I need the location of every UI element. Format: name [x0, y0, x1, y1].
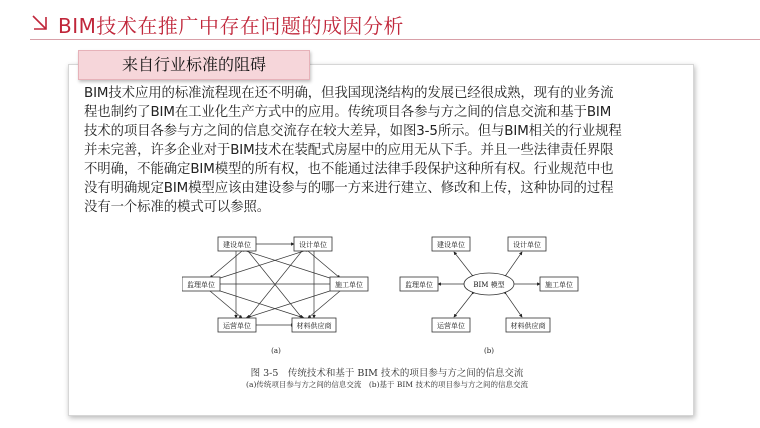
diagram-a-node	[218, 237, 256, 251]
node-label: 材料供应商	[296, 322, 332, 330]
section-title: 来自行业标准的阻碍	[78, 50, 310, 80]
diagram-a	[210, 244, 340, 325]
diagram-b-node	[400, 277, 438, 291]
node-label: 设计单位	[513, 241, 541, 249]
diagram-b-node	[432, 237, 470, 251]
node-label: 监理单位	[405, 281, 433, 289]
slide-header	[0, 0, 760, 44]
header-divider	[30, 39, 760, 40]
body-line: 并未完善，许多企业对于BIM技术在装配式房屋中的应用无从下手。并且一些法律责任界限	[84, 143, 614, 158]
diagram-b-node	[540, 277, 578, 291]
diagram-a-node	[330, 277, 368, 291]
node-label: 运营单位	[437, 322, 465, 330]
diagram-a-node	[182, 277, 220, 291]
diagram-a-node	[218, 318, 256, 332]
body-line: 技术的项目各参与方之间的信息交流存在较大差异，如图3-5所示。但与BIM相关的行业规程	[84, 124, 622, 139]
body-line: 不明确，不能确定BIM模型的所有权，也不能通过法律手段保护这种所有权。行业规范中也	[84, 162, 614, 177]
node-label: 监理单位	[187, 281, 215, 289]
figure-caption: 图 3-5 传统技术和基于 BIM 技术的项目参与方之间的信息交流	[250, 368, 524, 379]
body-line: 没有一个标准的模式可以参照。	[84, 200, 271, 215]
node-label: 建设单位	[223, 241, 251, 249]
diagram-b-node	[432, 318, 470, 332]
diagram-b-node	[506, 318, 550, 332]
body-paragraph	[84, 84, 684, 217]
diagram-a-label: (a)	[271, 347, 281, 355]
figure-subcaption: (a)传统项目参与方之间的信息交流 (b)基于 BIM 技术的项目参与方之间的信息交流	[246, 380, 528, 389]
body-line: 程也制约了BIM在工业化生产方式中的应用。传统项目各参与方之间的信息交流和基于BIM	[84, 105, 612, 120]
diagram-b-label: (b)	[484, 347, 494, 355]
figure-3-5	[182, 231, 592, 393]
corner-arrow-icon	[30, 13, 50, 33]
diagram-b-node	[508, 237, 546, 251]
body-line: BIM技术应用的标准流程现在还不明确，但我国现浇结构的发展已经很成熟，现有的业务流	[84, 86, 614, 101]
node-label: 施工单位	[545, 281, 573, 289]
info-exchange-diagrams	[182, 231, 592, 365]
node-label: 建设单位	[437, 241, 465, 249]
diagram-a-node	[292, 318, 336, 332]
node-label: 设计单位	[299, 241, 327, 249]
node-label: 材料供应商	[510, 322, 546, 330]
page-title: BIM技术在推广中存在问题的成因分析	[58, 14, 404, 38]
node-label: 施工单位	[335, 281, 363, 289]
node-label: 运营单位	[223, 322, 251, 330]
diagram-a-node	[294, 237, 332, 251]
bim-model-label: BIM 模型	[473, 281, 505, 289]
body-line: 没有明确规定BIM模型应该由建设参与的哪一方来进行建立、修改和上传，这种协同的过程	[84, 181, 614, 196]
